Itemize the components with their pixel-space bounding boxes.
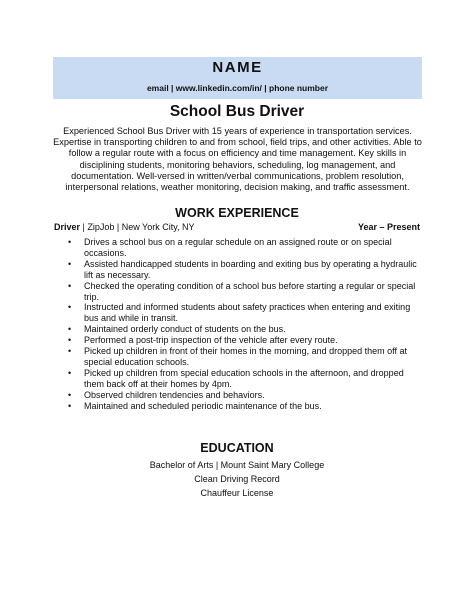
bullet-icon: • xyxy=(68,324,72,335)
duty-text: Checked the operating condition of a school bus before starting a regular or special trip. xyxy=(84,280,416,302)
education-lines xyxy=(0,458,474,500)
duty-text: Performed a post-trip inspection of the vehicle after every route. xyxy=(84,335,338,346)
job-role: Driver xyxy=(54,222,81,232)
job-title: School Bus Driver xyxy=(169,103,305,120)
duty-text: Picked up children in front of their homes in the morning, and dropped them off at special education schools. xyxy=(84,346,408,367)
duty-text: Instructed and informed students about safety practices when entering and exiting bus and while in transit. xyxy=(84,302,411,324)
job-company-location: | ZipJob | New York City, NY xyxy=(80,222,195,232)
duty-item xyxy=(68,346,424,368)
duty-item xyxy=(68,280,424,303)
contact-line: email | www.linkedin.com/in/ | phone number xyxy=(146,83,329,93)
education-degree: Bachelor of Arts | Mount Saint Mary College xyxy=(149,460,325,470)
bullet-icon: • xyxy=(68,389,72,400)
duty-item xyxy=(68,400,424,412)
bullet-icon: • xyxy=(68,258,72,269)
job-entry-line xyxy=(54,222,420,232)
duty-text: Maintained and scheduled periodic maintenance of the bus. xyxy=(84,400,322,411)
duty-text: Drives a school bus on a regular schedule on an assigned route or on special occasions. xyxy=(84,237,392,258)
work-experience-heading: WORK EXPERIENCE xyxy=(175,206,299,220)
duty-item xyxy=(68,367,424,390)
bullet-icon: • xyxy=(68,400,72,411)
duty-item xyxy=(68,237,424,259)
duty-item xyxy=(68,324,424,335)
bullet-icon: • xyxy=(68,346,72,357)
duty-text: Observed children tendencies and behaviors. xyxy=(84,389,265,400)
education-license: Chauffeur License xyxy=(200,488,274,498)
education-heading: EDUCATION xyxy=(200,441,274,455)
duty-text: Picked up children from special education schools in the afternoon, and dropped them back off at their homes by 4pm. xyxy=(84,367,404,389)
summary-paragraph: Experienced School Bus Driver with 15 years of experience in transportation services. Expertise in transporting children to and from school, field trips, and other activities. Able to follow a regular route with a focus on efficiency and time management. Key skills in disciplining students, monitoring behaviors, scheduling, log management, and documentation. Well-versed in written/verbal communications, problem resolution, interpersonal relations, weather monitoring, decision making, and traffic assessment. xyxy=(53,126,422,193)
education-record: Clean Driving Record xyxy=(194,474,280,484)
duty-text: Assisted handicapped students in boarding and exiting bus by operating a hydraulic lift as necessary. xyxy=(84,258,417,280)
bullet-icon: • xyxy=(68,237,72,247)
header-band xyxy=(53,57,422,99)
duties-list xyxy=(68,237,424,412)
duty-item xyxy=(68,389,424,401)
bullet-icon: • xyxy=(68,335,72,346)
bullet-icon: • xyxy=(68,367,72,378)
bullet-icon: • xyxy=(68,280,72,291)
candidate-name: NAME xyxy=(212,59,263,76)
job-dates: Year – Present xyxy=(357,222,420,232)
bullet-icon: • xyxy=(68,302,72,313)
duty-item xyxy=(68,335,424,346)
duty-item xyxy=(68,258,424,281)
duty-text: Maintained orderly conduct of students on the bus. xyxy=(84,324,286,335)
duty-item xyxy=(68,302,424,324)
